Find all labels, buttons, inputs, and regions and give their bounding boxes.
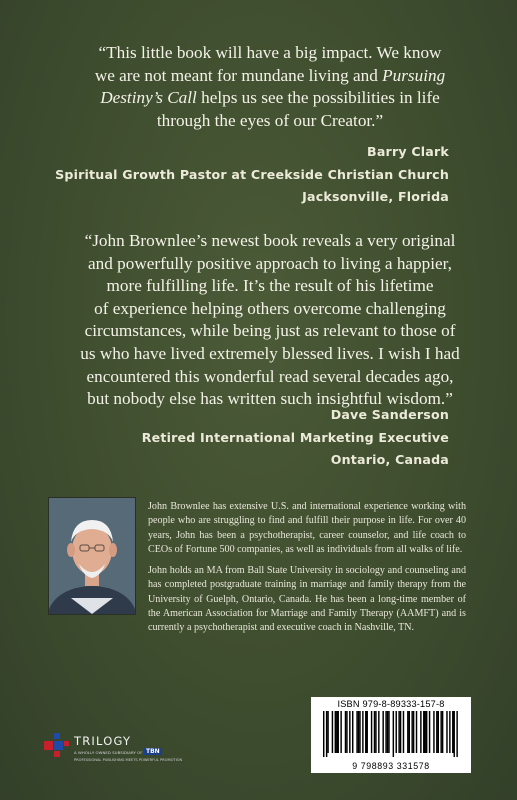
book-title-italic: Pursuing — [382, 65, 446, 85]
barcode-bar — [396, 711, 397, 753]
barcode-bar — [423, 711, 424, 753]
quote-line: of experience helping others overcome challenging — [94, 298, 446, 318]
publisher-name: TRILOGY — [74, 734, 132, 748]
barcode-bar — [349, 711, 350, 753]
barcode-bar — [400, 711, 401, 753]
barcode-graphic — [321, 711, 461, 757]
barcode-bar — [433, 711, 434, 753]
barcode-bar — [336, 711, 337, 753]
isbn-barcode-box — [311, 697, 471, 773]
endorser-title: Spiritual Growth Pastor at Creekside Christian Church — [55, 166, 449, 182]
barcode-bar — [323, 711, 324, 757]
endorser-name: Barry Clark — [367, 144, 449, 159]
author-portrait-graphic — [49, 498, 135, 614]
barcode-bar — [425, 711, 426, 753]
barcode-bar — [332, 711, 333, 753]
quote-line: helps us see the possibilities in life — [196, 88, 440, 108]
barcode-bar — [436, 711, 437, 753]
barcode-bar — [362, 711, 363, 753]
book-title-italic: Destiny’s Call — [100, 88, 197, 108]
barcode-bar — [359, 711, 360, 753]
barcode-bar — [449, 711, 450, 753]
isbn-digits: 9 798893 331578 — [352, 761, 430, 771]
barcode-bar — [356, 711, 357, 753]
barcode-bar — [393, 711, 394, 757]
endorser-location: Jacksonville, Florida — [302, 189, 449, 204]
quote-line: and powerfully positive approach to living a happier, — [88, 253, 452, 273]
publisher-subline: PROFESSIONAL PUBLISHING MEETS POWERFUL PROMOTION — [74, 758, 183, 762]
tbn-logo: TBN — [146, 748, 160, 755]
barcode-bar — [338, 711, 339, 753]
barcode-bar — [407, 711, 408, 753]
barcode-bar — [420, 711, 421, 753]
barcode-bar — [388, 711, 389, 753]
barcode-bar — [387, 711, 388, 753]
barcode-bar — [345, 711, 346, 753]
barcode-bar — [378, 711, 379, 753]
endorsement-quote-2 — [60, 230, 480, 411]
bio-paragraph-1: John Brownlee has extensive U.S. and international experience working with people who are struggling to find and fulfill their purpose in life. For over 40 years, John has been a psychotherapist, career counselor, and life coach to CEOs of Fortune 500 companies, as well as individuals from all walks of life. — [148, 501, 466, 555]
barcode-bar — [382, 711, 383, 753]
barcode-bar — [340, 711, 341, 753]
barcode-bar — [335, 711, 336, 753]
barcode-bar — [327, 711, 328, 753]
barcode-bar — [456, 711, 457, 757]
barcode-bar — [454, 711, 455, 757]
isbn-label: ISBN 979-8-89333-157-8 — [337, 699, 445, 709]
endorser-location: Ontario, Canada — [330, 452, 449, 467]
quote-line: encountered this wonderful read several decades ago, — [86, 366, 454, 386]
barcode-bar — [409, 711, 410, 753]
endorser-title: Retired International Marketing Executive — [141, 429, 449, 445]
barcode-bar — [371, 711, 372, 753]
barcode-bar — [346, 711, 347, 753]
endorsement-quote-1 — [60, 42, 480, 132]
barcode-bar — [398, 711, 399, 753]
quote-line: more fulfilling life. It’s the result of his lifetime — [106, 276, 434, 296]
author-bio — [148, 500, 466, 643]
barcode-bar — [429, 711, 430, 753]
publisher-logo — [44, 733, 194, 773]
barcode-bar — [365, 711, 366, 753]
endorsement-attribution-1 — [55, 141, 449, 209]
endorser-name: Dave Sanderson — [330, 407, 449, 422]
author-photo — [48, 497, 136, 615]
barcode-bar — [374, 711, 375, 753]
quote-line: “This little book will have a big impact. We know — [98, 43, 442, 62]
barcode-bar — [416, 711, 417, 753]
quote-line: we are not meant for mundane living and — [94, 65, 383, 85]
quote-line: us who have lived extremely blessed lives. I wish I had — [80, 343, 460, 363]
barcode-bar — [411, 711, 412, 753]
publisher-tagline: A WHOLLY OWNED SUBSIDIARY OF — [74, 750, 143, 755]
quote-line: circumstances, while being just as relevant to those of — [84, 321, 456, 341]
barcode-bar — [442, 711, 443, 753]
barcode-bar — [403, 711, 404, 753]
barcode-bar — [352, 711, 353, 753]
barcode-bar — [326, 711, 327, 757]
barcode-bar — [446, 711, 447, 753]
barcode-bar — [426, 711, 427, 753]
barcode-bar — [385, 711, 386, 753]
barcode-bar — [413, 711, 414, 753]
bio-paragraph-2: John holds an MA from Ball State University in sociology and counseling and has completed postgraduate training in marriage and family therapy from the University of Guelph, Ontario, Canada. He has been a long-time member of the American Association for Marriage and Family Therapy (AAMFT) and is currently a psychotherapist and executive coach in Nashville, TN. — [148, 565, 466, 634]
trilogy-squares-icon — [44, 733, 70, 759]
endorsement-attribution-2 — [142, 404, 449, 472]
barcode-bar — [452, 711, 453, 753]
barcode-bar — [375, 711, 376, 753]
barcode-bar — [358, 711, 359, 753]
quote-line: “John Brownlee’s newest book reveals a very original — [84, 231, 456, 250]
barcode-bar — [438, 711, 439, 753]
quote-line: but nobody else has written such insightful wisdom.” — [87, 389, 453, 409]
barcode-bar — [440, 711, 441, 753]
quote-line: through the eyes of our Creator.” — [156, 110, 384, 130]
barcode-bar — [367, 711, 368, 753]
